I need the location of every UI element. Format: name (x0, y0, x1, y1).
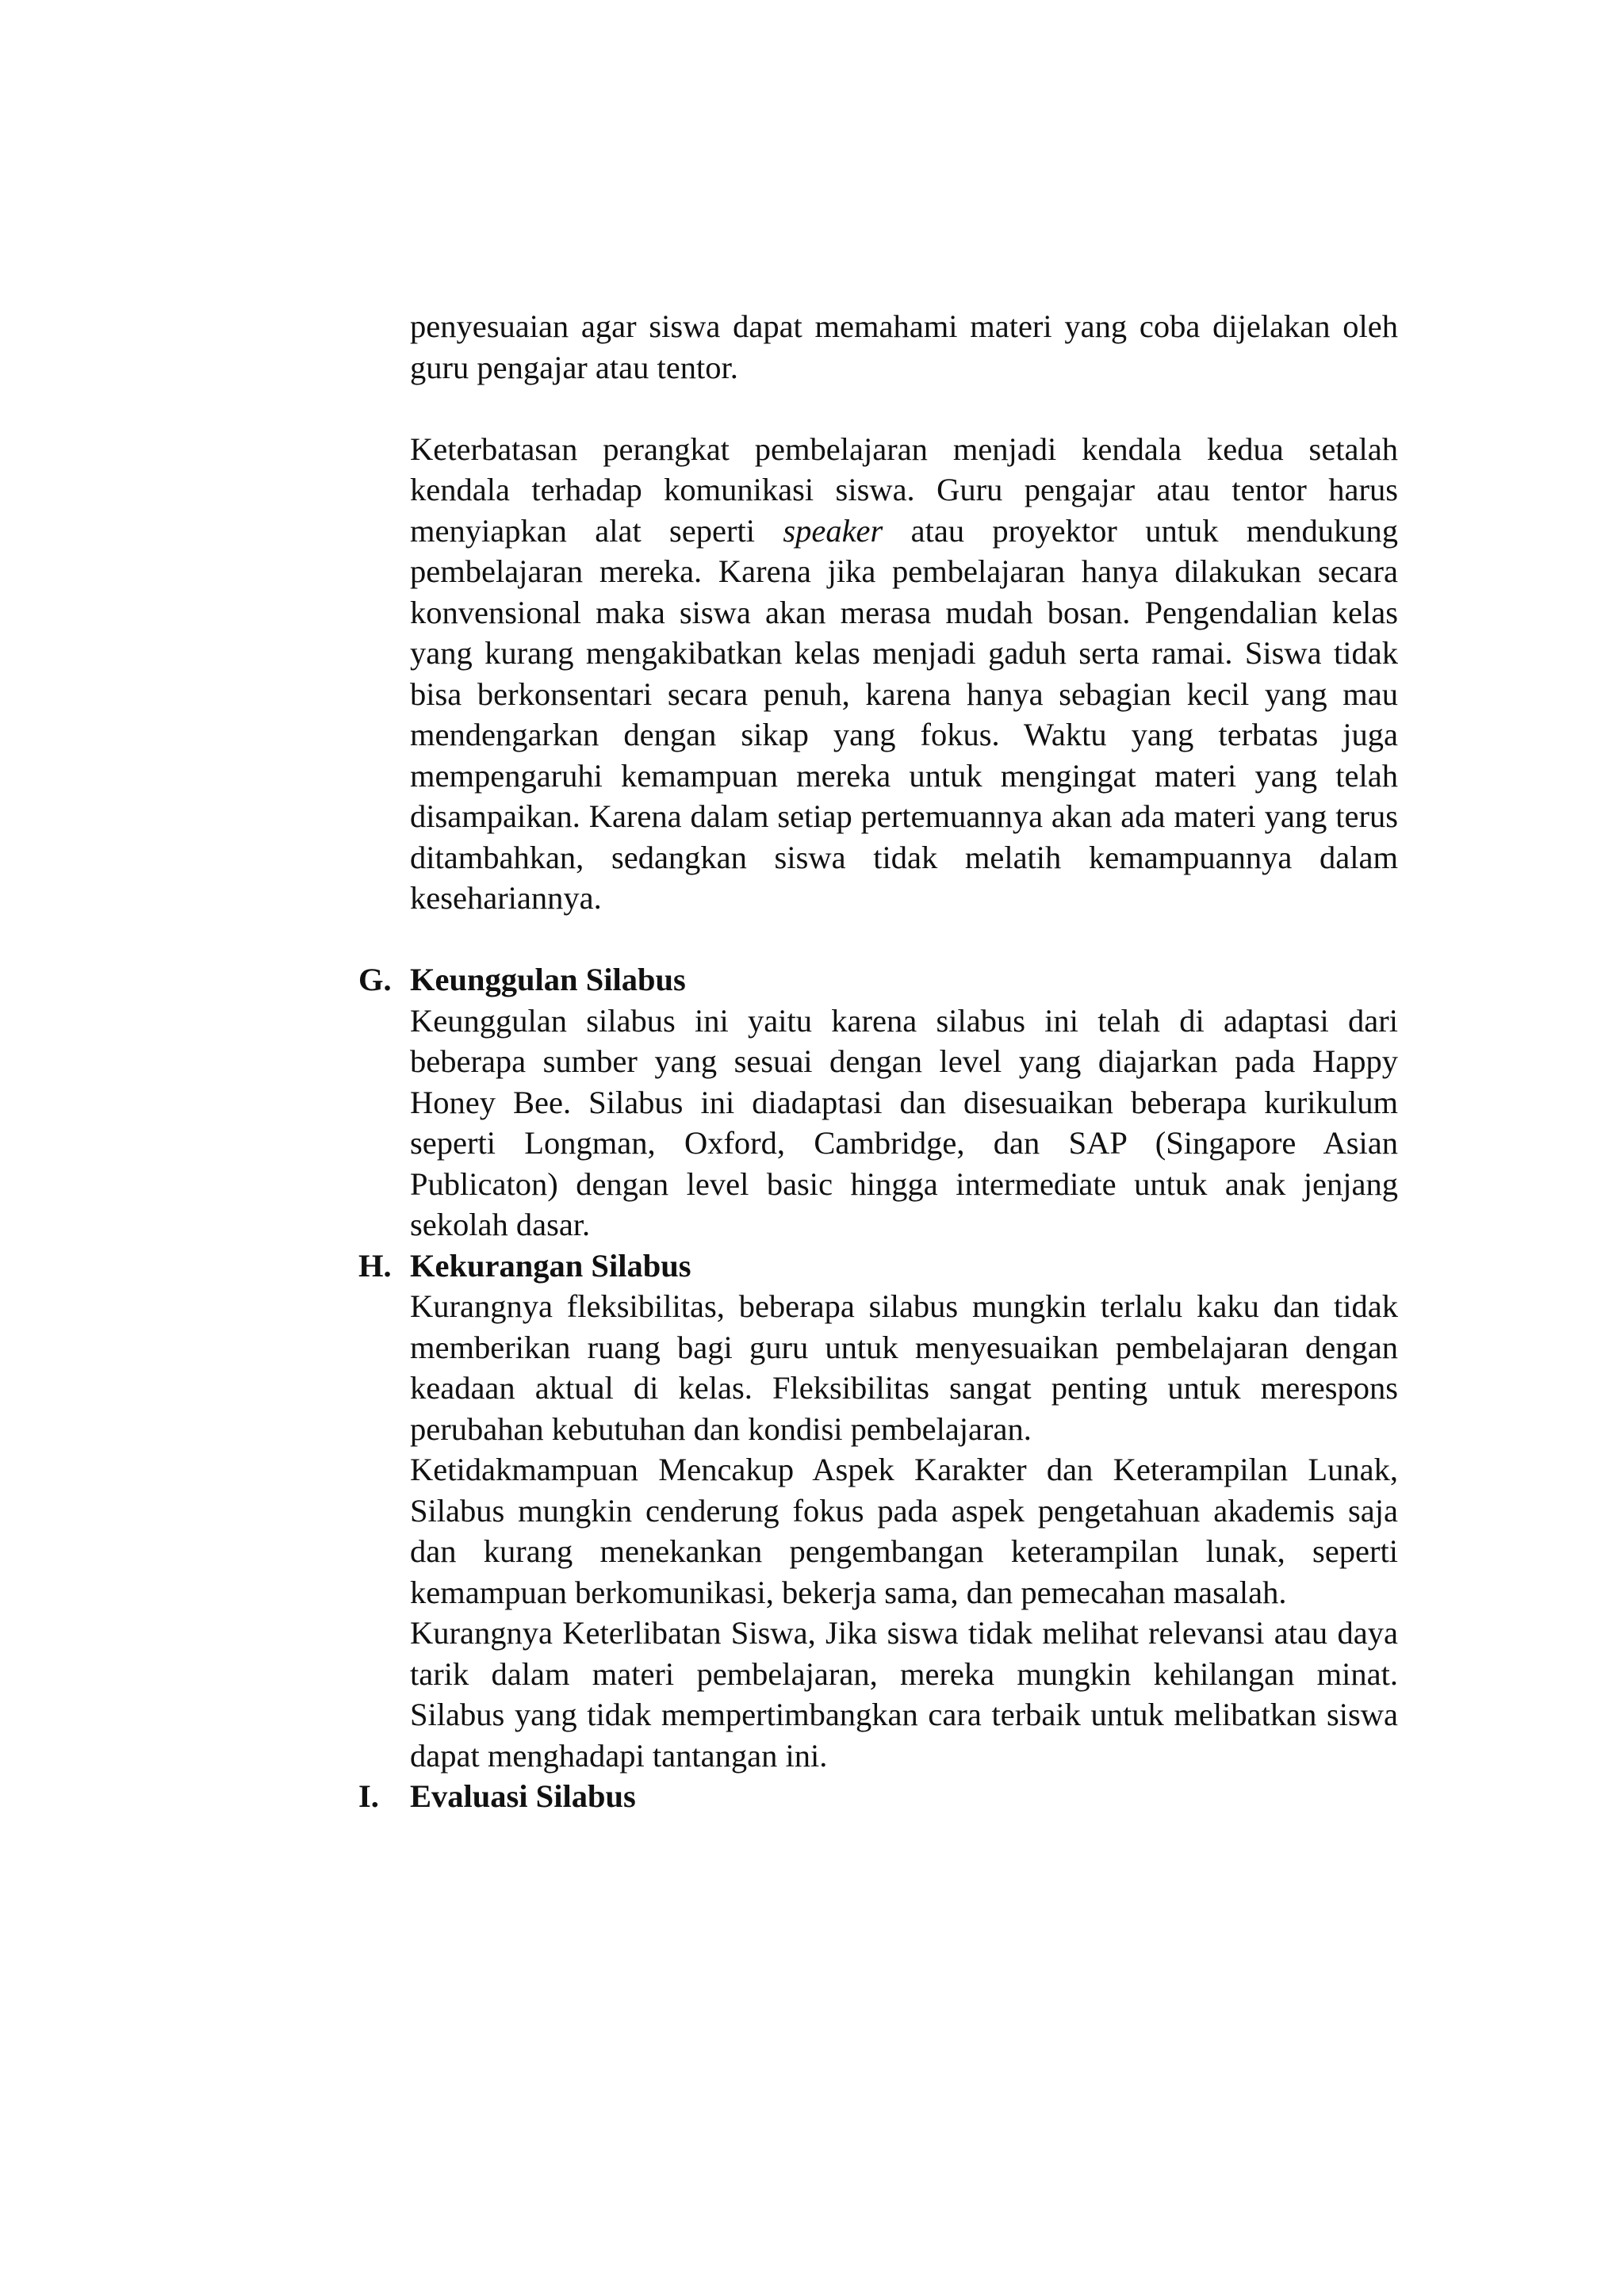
section-g-paragraph-1: Keunggulan silabus ini yaitu karena silabus ini telah di adaptasi dari beberapa sumber yang sesuai dengan level yang diajarkan pada Happy Honey Bee. Silabus ini diadaptasi dan disesuaikan beberapa kurikulum seperti Longman, Oxford, Cambridge, dan SAP (Singapore Asian Publicaton) dengan level basic hingga intermediate untuk anak jenjang sekolah dasar. (410, 1002, 1398, 1242)
paragraph-gap (410, 388, 1398, 429)
section-heading (358, 1246, 1398, 1287)
section-letter: H. (358, 1247, 392, 1284)
section-g-keunggulan-silabus (358, 959, 1398, 1246)
section-heading (358, 959, 1398, 1001)
intro-paragraph-1: penyesuaian agar siswa dapat memahami materi yang coba dijelakan oleh guru pengajar atau tentor. (410, 308, 1398, 385)
intro-paragraph-2-text-b: atau proyektor untuk mendukung pembelajaran mereka. Karena jika pembelajaran hanya dilakukan secara konvensional maka siswa akan merasa mudah bosan. Pengendalian kelas yang kurang mengakibatkan kelas menjadi gaduh serta ramai. Siswa tidak bisa berkonsentari secara penuh, karena hanya sebagian kecil yang mau mendengarkan dengan sikap yang fokus. Waktu yang terbatas juga mempengaruhi kemampuan mereka untuk mengingat materi yang telah disampaikan. Karena dalam setiap pertemuannya akan ada materi yang terus ditambahkan, sedangkan siswa tidak melatih kemampuannya dalam kesehariannya. (410, 512, 1399, 916)
document-body (358, 306, 1399, 1817)
section-letter: I. (358, 1778, 379, 1814)
section-title: Evaluasi Silabus (410, 1778, 636, 1814)
section-h-kekurangan-silabus (358, 1246, 1398, 1777)
section-title: Keunggulan Silabus (410, 962, 686, 997)
section-i-evaluasi-silabus (358, 1776, 1398, 1817)
section-h-paragraph-2: Ketidakmampuan Mencakup Aspek Karakter dan Keterampilan Lunak, Silabus mungkin cenderung fokus pada aspek pengetahuan akademis saja dan kurang menekankan pengembangan keterampilan lunak, seperti kemampuan berkomunikasi, bekerja sama, dan pemecahan masalah. (410, 1452, 1398, 1610)
section-heading (358, 1776, 1398, 1817)
paragraph-gap (410, 919, 1398, 960)
intro-paragraph-2 (410, 429, 1398, 919)
section-letter: G. (358, 962, 392, 997)
intro-paragraph-2-text-a: Keterbatasan perangkat pembelajaran menjadi kendala kedua setalah kendala terhadap komunikasi siswa. Guru pengajar atau tentor harus menyiapkan alat seperti (410, 430, 1398, 549)
section-h-paragraph-3: Kurangnya Keterlibatan Siswa, Jika siswa tidak melihat relevansi atau daya tarik dalam materi pembelajaran, mereka mungkin kehilangan minat. Silabus yang tidak mempertimbangkan cara terbaik untuk melibatkan siswa dapat menghadapi tantangan ini. (410, 1615, 1398, 1774)
section-h-paragraph-1: Kurangnya fleksibilitas, beberapa silabus mungkin terlalu kaku dan tidak memberikan ruang bagi guru untuk menyesuaikan pembelajaran dengan keadaan aktual di kelas. Fleksibilitas sangat penting untuk merespons perubahan kebutuhan dan kondisi pembelajaran. (410, 1288, 1398, 1447)
italic-term-speaker: speaker (783, 512, 883, 549)
section-title: Kekurangan Silabus (410, 1247, 691, 1284)
